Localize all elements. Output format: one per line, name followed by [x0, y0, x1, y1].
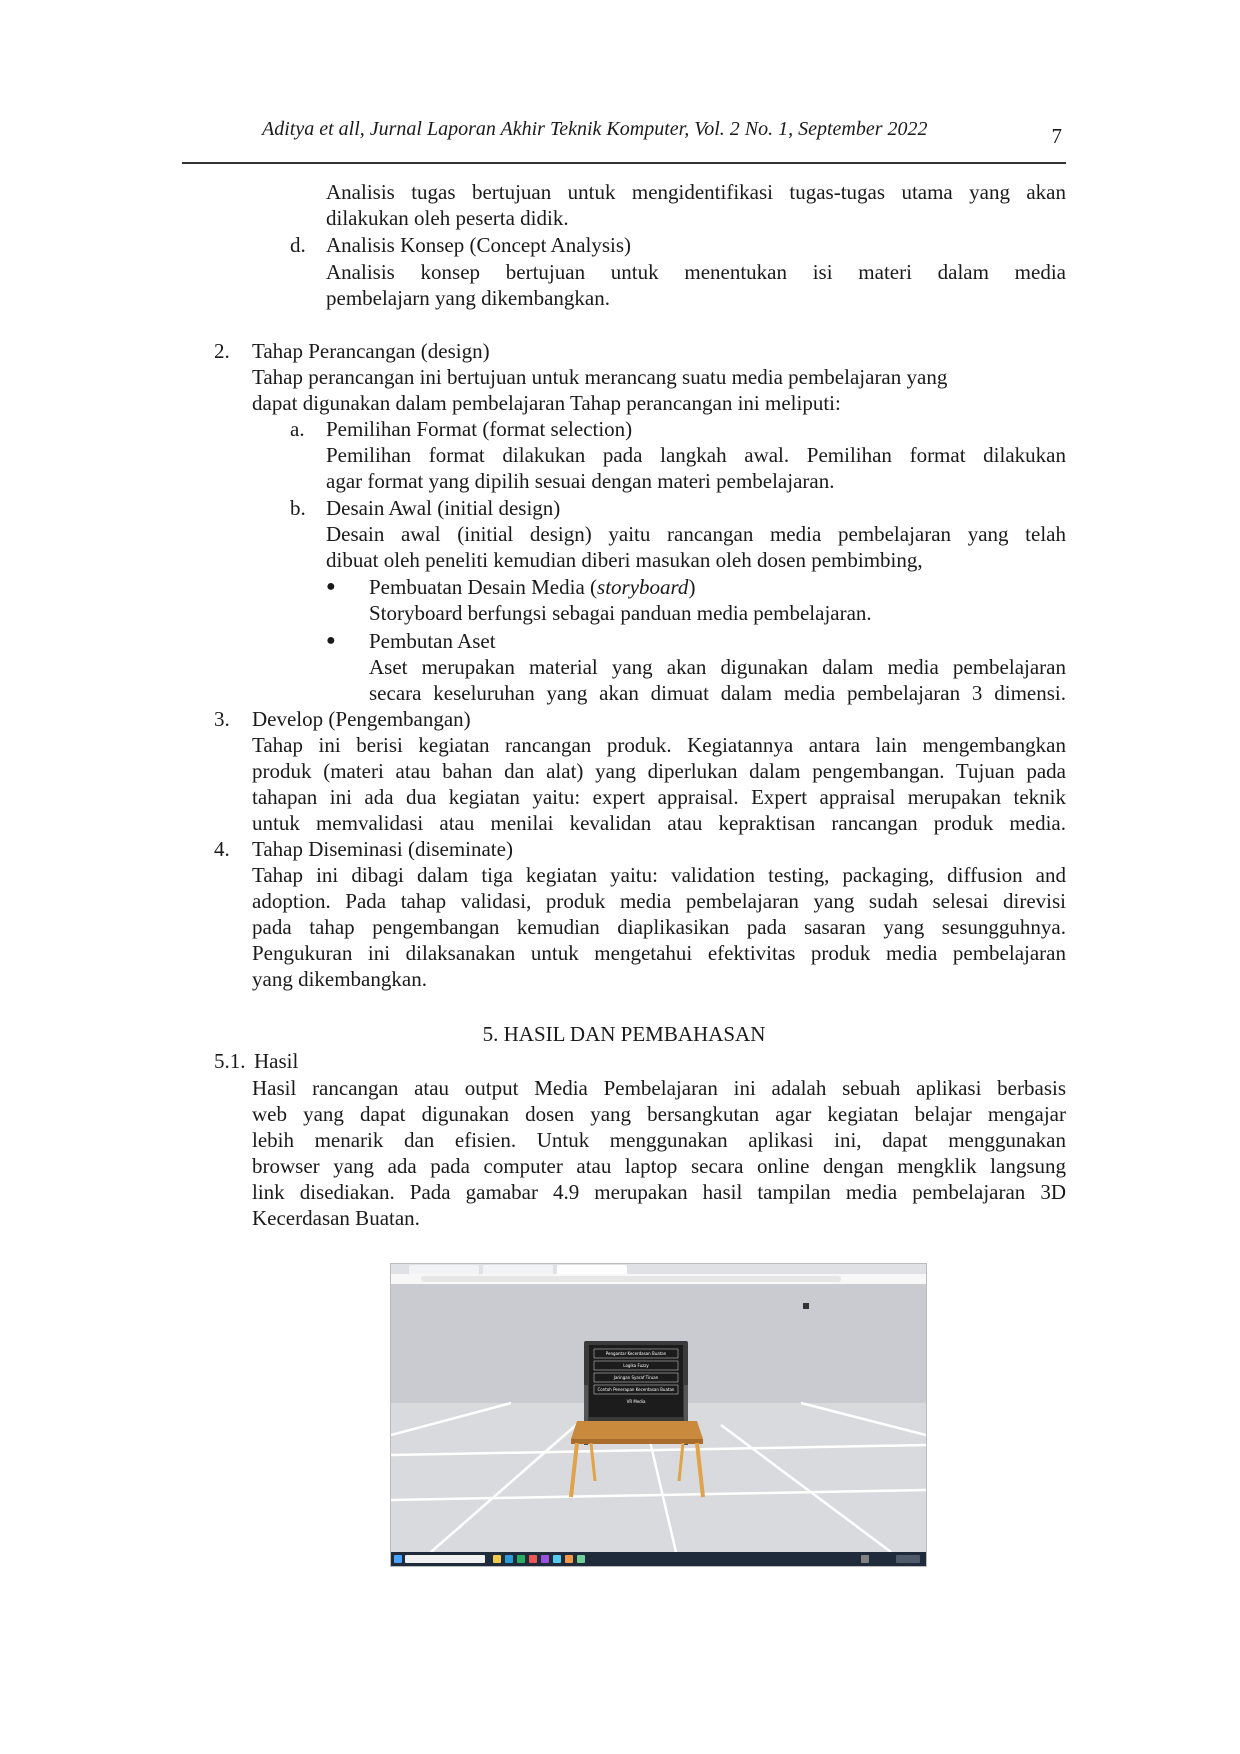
results-line-1: Hasil rancangan atau output Media Pembelajaran ini adalah sebuah aplikasi berbasis — [252, 1076, 1066, 1100]
app-icon[interactable] — [541, 1555, 549, 1563]
develop-line-1: Tahap ini berisi kegiatan rancangan produk. Kegiatannya antara lain mengembangkan — [252, 733, 1066, 757]
table-top — [571, 1421, 703, 1439]
assets-line-1: Aset merupakan material yang akan digunakan dalam media pembelajaran — [369, 655, 1066, 679]
subsection-title: Hasil — [254, 1049, 299, 1073]
browser-tab — [409, 1265, 479, 1274]
windows-taskbar — [391, 1552, 926, 1566]
storyboard-title: Pembuatan Desain Media (storyboard) — [369, 575, 696, 599]
initial-design-line-1: Desain awal (initial design) yaitu rancangan media pembelajaran yang telah — [326, 522, 1066, 546]
task-analysis-line-2: dilakukan oleh peserta didik. — [326, 206, 569, 230]
disseminate-line-2: adoption. Pada tahap validasi, produk media pembelajaran yang sudah selesai direvisi — [252, 889, 1066, 913]
format-selection-line-1: Pemilihan format dilakukan pada langkah awal. Pemilihan format dilakukan — [326, 443, 1066, 467]
disseminate-line-3: pada tahap pengembangan kemudian diaplikasikan pada sasaran yang sesungguhnya. — [252, 915, 1066, 939]
app-icon[interactable] — [517, 1555, 525, 1563]
app-icon[interactable] — [553, 1555, 561, 1563]
system-tray-icon[interactable] — [861, 1555, 869, 1563]
concept-analysis-title: Analisis Konsep (Concept Analysis) — [326, 233, 632, 257]
address-bar — [421, 1276, 841, 1282]
disseminate-title: Tahap Diseminasi (diseminate) — [252, 837, 513, 861]
concept-analysis-line-1: Analisis konsep bertujuan untuk menentukan isi materi dalam media — [326, 260, 1066, 284]
bullet-assets: ● — [326, 632, 336, 649]
design-title: Tahap Perancangan (design) — [252, 339, 490, 363]
browser-icon[interactable] — [505, 1555, 513, 1563]
section-heading: 5. HASIL DAN PEMBAHASAN — [482, 1022, 766, 1046]
subsection-marker: 5.1. — [214, 1049, 246, 1073]
develop-line-4: untuk memvalidasi atau menilai kevalidan atau kepraktisan rancangan produk media. — [252, 811, 1066, 835]
board-item-ai-examples[interactable]: Contoh Penerapan Kecerdasan Buatan — [597, 1387, 675, 1392]
3d-scene — [391, 1285, 926, 1552]
storyboard-text: Storyboard berfungsi sebagai panduan media pembelajaran. — [369, 601, 872, 625]
running-title: Aditya et all, Jurnal Laporan Akhir Teknik Komputer, Vol. 2 No. 1, September 2022 — [262, 118, 928, 140]
folder-icon[interactable] — [493, 1555, 501, 1563]
task-analysis-line-1: Analisis tugas bertujuan untuk mengidentifikasi tugas-tugas utama yang akan — [326, 180, 1066, 204]
initial-design-title: Desain Awal (initial design) — [326, 496, 561, 520]
assets-title: Pembutan Aset — [369, 629, 496, 653]
board-item-vr-media[interactable]: VR Media — [626, 1399, 646, 1404]
develop-line-2: produk (materi atau bahan dan alat) yang diperlukan dalam pengembangan. Tujuan pada — [252, 759, 1066, 783]
page-number: 7 — [1051, 124, 1062, 148]
results-line-5: link disediakan. Pada gamabar 4.9 merupakan hasil tampilan media pembelajaran 3D — [252, 1180, 1066, 1204]
results-line-2: web yang dapat digunakan dosen yang bersangkutan agar kegiatan belajar mengajar — [252, 1102, 1066, 1126]
browser-tab-active — [557, 1265, 627, 1274]
develop-marker: 3. — [214, 707, 230, 731]
disseminate-line-4: Pengukuran ini dilaksanakan untuk mengetahui efektivitas produk media pembelajaran — [252, 941, 1066, 965]
board-item-ai-intro[interactable]: Pengantar Kecerdasan Buatan — [605, 1351, 667, 1356]
format-selection-title: Pemilihan Format (format selection) — [326, 417, 633, 441]
app-icon[interactable] — [565, 1555, 573, 1563]
bullet-storyboard: ● — [326, 578, 336, 595]
app-icon[interactable] — [529, 1555, 537, 1563]
board-item-fuzzy-logic[interactable]: Logika Fuzzy — [623, 1363, 649, 1368]
format-selection-marker: a. — [290, 417, 305, 441]
board-item-neural-network[interactable]: Jaringan Syaraf Tiruan — [613, 1375, 659, 1380]
app-icon[interactable] — [577, 1555, 585, 1563]
browser-tab-strip — [391, 1264, 926, 1274]
taskbar-search-input[interactable] — [405, 1555, 485, 1563]
design-intro-line-1: Tahap perancangan ini bertujuan untuk merancang suatu media pembelajaran yang — [252, 365, 948, 389]
assets-line-2: secara keseluruhan yang akan dimuat dalam media pembelajaran 3 dimensi. — [369, 681, 1066, 705]
initial-design-line-2: dibuat oleh peneliti kemudian diberi masukan oleh dosen pembimbing, — [326, 548, 923, 572]
disseminate-marker: 4. — [214, 837, 230, 861]
design-marker: 2. — [214, 339, 230, 363]
results-line-4: browser yang ada pada computer atau laptop secara online dengan mengklik langsung — [252, 1154, 1066, 1178]
disseminate-line-1: Tahap ini dibagi dalam tiga kegiatan yaitu: validation testing, packaging, diffusion and — [252, 863, 1066, 887]
develop-title: Develop (Pengembangan) — [252, 707, 471, 731]
initial-design-marker: b. — [290, 496, 306, 520]
start-icon[interactable] — [394, 1555, 402, 1563]
browser-address-strip — [391, 1274, 926, 1285]
clock-icon[interactable] — [896, 1555, 920, 1563]
results-line-3: lebih menarik dan efisien. Untuk menggunakan aplikasi ini, dapat menggunakan — [252, 1128, 1066, 1152]
disseminate-line-5: yang dikembangkan. — [252, 967, 427, 991]
develop-line-3: tahapan ini ada dua kegiatan yaitu: expert appraisal. Expert appraisal merupakan teknik — [252, 785, 1066, 809]
hud-marker — [803, 1303, 809, 1309]
design-intro-line-2: dapat digunakan dalam pembelajaran Tahap perancangan ini meliputi: — [252, 391, 841, 415]
figure-screenshot — [390, 1263, 927, 1567]
format-selection-line-2: agar format yang dipilih sesuai dengan materi pembelajaran. — [326, 469, 835, 493]
concept-analysis-line-2: pembelajarn yang dikembangkan. — [326, 286, 610, 310]
browser-tab — [483, 1265, 553, 1274]
concept-analysis-marker: d. — [290, 233, 306, 257]
running-header — [182, 118, 1066, 164]
results-line-6: Kecerdasan Buatan. — [252, 1206, 420, 1230]
